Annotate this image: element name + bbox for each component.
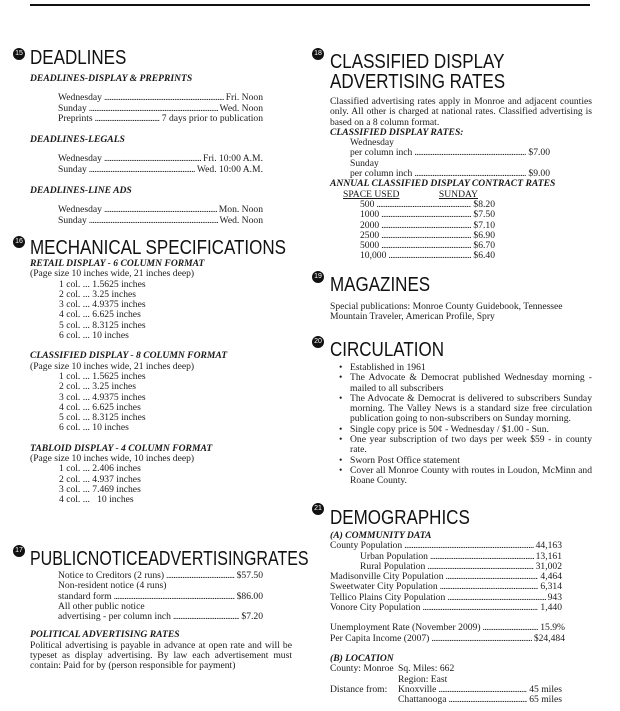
- row-value: $6.90: [473, 229, 495, 241]
- row-value: $6.70: [473, 240, 495, 252]
- row-value: Fri. 10:00 A.M.: [203, 153, 263, 165]
- row-label: Preprints: [58, 112, 93, 124]
- section-title: CIRCULATION: [330, 339, 444, 361]
- square-miles: Sq. Miles: 662: [398, 663, 455, 675]
- subheading: DEADLINES-LEGALS: [30, 134, 125, 146]
- dot-leader: [104, 154, 201, 164]
- row-value: $8.20: [473, 198, 495, 210]
- column-width-row: 5 col. ... 8.3125 inches: [59, 412, 146, 424]
- section-number-badge: 18: [312, 48, 324, 60]
- political-advertising-text: Political advertising is payable in advance at open rate and will be typeset as display advertising. By law each advertisement must contain: Paid for by (person responsible for payment): [30, 639, 292, 672]
- text-line: Non-resident notice (4 runs): [58, 580, 167, 592]
- leader-list: [360, 200, 495, 262]
- dot-leader: [173, 612, 239, 622]
- row-value: $7.00: [528, 147, 550, 159]
- row-value: $6.40: [473, 250, 495, 262]
- column-width-row: 1 col. ... 1.5625 inches: [59, 370, 146, 382]
- row-value: 1,440: [540, 602, 562, 614]
- section-title: DEADLINES: [30, 47, 127, 69]
- section-number-badge: 15: [13, 48, 25, 60]
- section-title: MECHANICAL SPECIFICATIONS: [30, 237, 286, 259]
- leader-list: [58, 571, 263, 622]
- row-label: Unemployment Rate (November 2009): [330, 622, 481, 634]
- column-width-row: 1 col. ... 2.406 inches: [59, 463, 141, 475]
- leader-list: [330, 541, 562, 613]
- dot-leader: [89, 165, 195, 175]
- row-label: Vonore City Population: [330, 602, 421, 614]
- subheading: RETAIL DISPLAY - 6 COLUMN FORMAT: [30, 258, 205, 269]
- leader-list: [330, 623, 565, 644]
- bullet-item: • Single copy price is 50¢ - Wednesday / $1.00 - Sun.: [350, 425, 592, 435]
- row-value: 44,163: [535, 540, 562, 552]
- row-value: 943: [547, 591, 562, 603]
- subheading: CLASSIFIED DISPLAY RATES:: [330, 126, 464, 138]
- section-title: PUBLICNOTICEADVERTISINGRATES: [30, 548, 309, 570]
- dot-leader: [381, 210, 471, 220]
- subheading: (B) LOCATION: [330, 652, 394, 664]
- row-value: $57.50: [236, 570, 263, 581]
- dot-leader: [376, 200, 471, 210]
- section-title-line: CLASSIFIED DISPLAY: [330, 51, 505, 73]
- leader-row: [398, 695, 562, 705]
- region: Region: East: [398, 673, 448, 685]
- row-value: 45 miles: [529, 683, 562, 695]
- leader-row: [330, 634, 565, 644]
- row-label: per column inch: [350, 168, 413, 180]
- bullet-item: • Sworn Post Office statement: [350, 456, 592, 466]
- leader-row: [330, 603, 562, 613]
- row-label: Notice to Creditors (2 runs): [58, 570, 165, 581]
- column-width-row: 2 col. ... 3.25 inches: [59, 381, 137, 393]
- section-title-line: ADVERTISING RATES: [330, 71, 506, 93]
- page-size-note: (Page size 10 inches wide, 21 inches deep): [30, 268, 195, 280]
- leader-row: [58, 216, 263, 226]
- dot-leader: [104, 205, 217, 215]
- row-value: Fri. Noon: [225, 92, 263, 104]
- dot-leader: [381, 231, 471, 241]
- row-label: standard form: [58, 590, 112, 602]
- public-notice-rates-section: [30, 548, 309, 672]
- row-label: Sunday: [58, 214, 87, 226]
- row-value: 7 days prior to publication: [161, 112, 263, 124]
- row-value: Wed. Noon: [219, 102, 263, 114]
- row-value: 65 miles: [529, 694, 562, 706]
- row-value: Wed. Noon: [219, 214, 263, 226]
- leader-list: [58, 93, 263, 124]
- leader-list: [398, 685, 562, 706]
- row-label: per column inch: [350, 147, 413, 159]
- column-width-row: 3 col. ... 4.9375 inches: [59, 299, 146, 311]
- row-label: Wednesday: [58, 204, 102, 216]
- dot-leader: [431, 634, 531, 644]
- section-number-badge: 17: [13, 545, 25, 557]
- row-value: 6,314: [540, 581, 562, 593]
- magazines-section: [330, 275, 592, 323]
- dot-leader: [483, 623, 539, 633]
- classified-display-rates-section: [330, 52, 592, 262]
- row-label: 2500: [360, 229, 380, 241]
- row-value: $9.00: [528, 168, 550, 180]
- column-width-row: 5 col. ... 8.3125 inches: [59, 319, 146, 331]
- leader-row: [58, 165, 263, 175]
- leader-row: [360, 251, 495, 261]
- dot-leader: [447, 593, 545, 603]
- leader-row: [58, 114, 263, 124]
- page-size-note: (Page size 10 inches wide, 21 inches deep): [30, 360, 195, 372]
- row-label: Wednesday: [58, 153, 102, 165]
- dot-leader: [89, 216, 218, 226]
- row-value: $86.00: [236, 590, 263, 602]
- row-value: 31,002: [535, 560, 562, 572]
- bullet-item: • Cover all Monroe County with routes in Loudon, McMinn and Roane County.: [350, 466, 592, 487]
- dot-leader: [381, 221, 471, 231]
- column-width-row: 6 col. ... 10 inches: [59, 422, 129, 434]
- row-value: 15.9%: [540, 622, 565, 634]
- deadlines-section: [30, 48, 292, 226]
- subheading: POLITICAL ADVERTISING RATES: [30, 629, 180, 641]
- row-value: $7.10: [473, 219, 495, 231]
- row-label: Chattanooga: [398, 694, 447, 706]
- dot-leader: [440, 582, 539, 592]
- leader-row: [350, 148, 550, 158]
- subheading: ANNUAL CLASSIFIED DISPLAY CONTRACT RATES: [330, 178, 556, 190]
- subheading: CLASSIFIED DISPLAY - 8 COLUMN FORMAT: [30, 350, 228, 362]
- magazines-text: Special publications: Monroe County Guidebook, Tennessee Mountain Traveler, American Profile, Spry: [330, 301, 563, 323]
- row-value: 4,464: [540, 571, 562, 583]
- row-label: Sunday: [58, 163, 87, 175]
- row-value: Wed. 10:00 A.M.: [196, 163, 263, 175]
- row-label: Sunday: [58, 102, 87, 114]
- column-width-row: 2 col. ... 3.25 inches: [59, 288, 137, 300]
- row-label: Wednesday: [58, 92, 102, 104]
- top-rule: [30, 4, 590, 6]
- demographics-section: [330, 508, 592, 705]
- row-label: Urban Population: [360, 550, 428, 562]
- column-width-row: 1 col. ... 1.5625 inches: [59, 278, 146, 290]
- dot-leader: [381, 241, 471, 251]
- subheading: DEADLINES-DISPLAY & PREPRINTS: [30, 73, 193, 84]
- column-width-row: 6 col. ... 10 inches: [59, 330, 129, 342]
- section-title: DEMOGRAPHICS: [330, 507, 470, 529]
- bullet-item: • The Advocate & Democrat is delivered to subscribers Sunday morning. The Valley News is a standard size free circulation publication going to non-subscribers on Sunday morning.: [350, 394, 592, 425]
- column-width-row: 4 col. ... 10 inches: [59, 494, 134, 506]
- leader-row: [58, 612, 263, 622]
- dot-leader: [422, 603, 538, 613]
- dot-leader: [414, 148, 526, 158]
- county-label: County: Monroe: [330, 663, 394, 675]
- section-title: MAGAZINES: [330, 274, 431, 296]
- row-label: County Population: [330, 540, 403, 552]
- dot-leader: [430, 552, 534, 562]
- subheading: (A) COMMUNITY DATA: [330, 530, 432, 541]
- row-value: $7.20: [241, 611, 263, 623]
- row-label: Rural Population: [360, 560, 426, 572]
- page-size-note: (Page size 10 inches wide, 10 inches deep): [30, 453, 195, 465]
- row-value: Mon. Noon: [218, 204, 263, 216]
- row-label: Sweetwater City Population: [330, 581, 438, 593]
- row-label: 500: [360, 198, 375, 210]
- row-value: $24,484: [533, 632, 565, 644]
- bullet-item: • The Advocate & Democrat published Wednesday morning - mailed to all subscribers: [350, 373, 592, 394]
- dot-leader: [438, 685, 527, 695]
- subheading: DEADLINES-LINE ADS: [30, 185, 132, 197]
- dot-leader: [449, 695, 528, 705]
- bullet-item: • One year subscription of two days per week $59 - in county rate.: [350, 435, 592, 456]
- section-number-badge: 20: [312, 336, 324, 348]
- row-value: 13,161: [535, 550, 562, 562]
- text-line: Wednesday: [350, 137, 394, 149]
- column-width-row: 3 col. ... 4.9375 inches: [59, 391, 146, 403]
- row-label: advertising - per column inch: [58, 611, 171, 623]
- dot-leader: [446, 572, 539, 582]
- leader-list: [58, 154, 263, 175]
- column-width-row: 4 col. ... 6.625 inches: [59, 401, 141, 413]
- mechanical-specifications-section: [30, 238, 292, 506]
- row-label: 10,000: [360, 250, 387, 262]
- row-label: Per Capita Income (2007): [330, 632, 430, 644]
- classified-intro: Classified advertising rates apply in Monroe and adjacent counties only. All other is charged at national rates. Classified advertising is based on a 8 column format.: [330, 96, 592, 128]
- section-number-badge: 19: [312, 271, 324, 283]
- column-header-space-used: SPACE USED: [343, 188, 400, 200]
- row-label: Madisonville City Population: [330, 571, 444, 583]
- leader-list: [58, 205, 263, 226]
- dot-leader: [166, 571, 235, 581]
- circulation-section: [330, 340, 592, 487]
- dot-leader: [95, 114, 160, 124]
- distance-label: Distance from:: [330, 683, 388, 695]
- column-header-sunday: SUNDAY: [438, 188, 478, 200]
- row-label: Knoxville: [398, 683, 437, 695]
- dot-leader: [104, 93, 224, 103]
- text-line: All other public notice: [58, 600, 145, 612]
- row-value: $7.50: [473, 209, 495, 221]
- dot-leader: [388, 251, 471, 261]
- row-label: 1000: [360, 209, 380, 221]
- subheading: TABLOID DISPLAY - 4 COLUMN FORMAT: [30, 442, 213, 454]
- section-number-badge: 16: [13, 236, 25, 248]
- row-label: 2000: [360, 219, 380, 231]
- bullet-item: • Established in 1961: [350, 363, 592, 373]
- text-line: Sunday: [350, 157, 379, 169]
- column-width-row: 4 col. ... 6.625 inches: [59, 309, 141, 321]
- row-label: Tellico Plains City Population: [330, 591, 446, 603]
- column-width-row: 2 col. ... 4.937 inches: [59, 473, 141, 485]
- row-label: 5000: [360, 240, 380, 252]
- column-width-row: 3 col. ... 7.469 inches: [59, 483, 141, 495]
- section-number-badge: 21: [312, 503, 324, 515]
- leader-list: [350, 138, 550, 179]
